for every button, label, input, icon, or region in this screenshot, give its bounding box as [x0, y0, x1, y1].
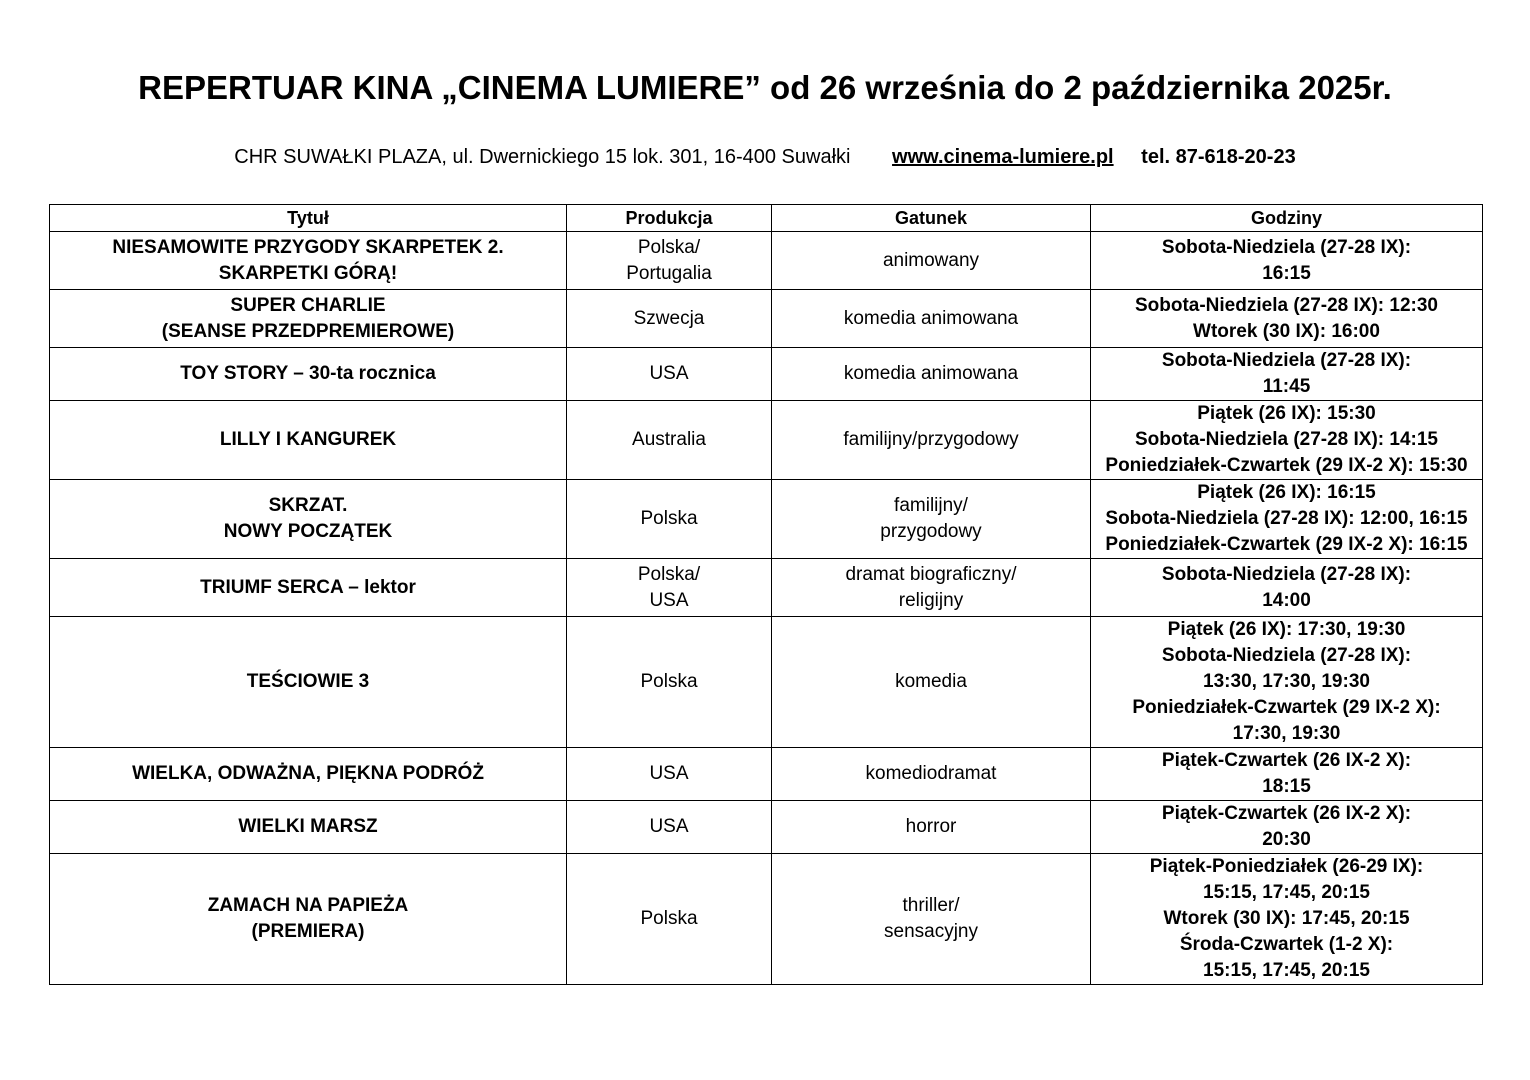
cell-genre-line: komediodramat — [865, 763, 997, 784]
phone-number: tel. 87-618-20-23 — [1141, 146, 1296, 168]
cell-hours-line: Sobota-Niedziela (27-28 IX): — [1161, 645, 1412, 666]
cell-hours — [1091, 748, 1483, 801]
cell-hours-line: Sobota-Niedziela (27-28 IX): 14:15 — [1134, 429, 1439, 450]
cell-title — [50, 854, 567, 985]
cell-genre-line: komedia animowana — [843, 307, 1019, 329]
cell-genre — [772, 401, 1091, 480]
cell-hours-line: Sobota-Niedziela (27-28 IX): — [1161, 350, 1412, 371]
cell-title-line: ZAMACH NA PAPIEŻA — [207, 895, 409, 916]
table-row — [50, 480, 1483, 559]
cell-genre-line: dramat biograficzny/ — [845, 563, 1017, 585]
table-header-row — [50, 205, 1483, 232]
cell-hours-line: 14:00 — [1262, 589, 1311, 611]
cell-title — [50, 617, 567, 748]
cell-hours-line: Piątek (26 IX): 17:30, 19:30 — [1167, 619, 1406, 640]
cell-hours-line: Piątek-Czwartek (26 IX-2 X): — [1161, 803, 1412, 824]
cell-production-line: Polska/ — [637, 236, 701, 258]
cell-title — [50, 232, 567, 290]
cell-hours-line: 13:30, 17:30, 19:30 — [1203, 671, 1370, 692]
cell-production — [567, 559, 772, 617]
cell-production — [567, 232, 772, 290]
cell-genre-line: komedia animowana — [843, 363, 1019, 384]
cell-hours-line: Poniedziałek-Czwartek (29 IX-2 X): — [1132, 697, 1441, 718]
cell-hours-line: 11:45 — [1262, 376, 1311, 397]
cell-production-line: USA — [649, 763, 689, 784]
cell-title — [50, 480, 567, 559]
cell-hours-line: 20:30 — [1262, 829, 1311, 850]
cell-hours-line: Poniedziałek-Czwartek (29 IX-2 X): 15:30 — [1105, 455, 1468, 476]
cell-production-line: Polska — [640, 908, 698, 929]
cell-production-line: Polska — [640, 508, 698, 529]
cell-hours — [1091, 348, 1483, 401]
cell-genre — [772, 232, 1091, 290]
cell-title-line: NOWY POCZĄTEK — [223, 521, 393, 542]
cell-hours — [1091, 801, 1483, 854]
cell-production — [567, 480, 772, 559]
cell-hours-line: Piątek-Czwartek (26 IX-2 X): — [1161, 750, 1412, 771]
cell-title-line: TRIUMF SERCA – lektor — [200, 576, 416, 598]
cell-title-line: TOY STORY – 30-ta rocznica — [180, 363, 436, 384]
cell-hours-line: Sobota-Niedziela (27-28 IX): 12:00, 16:15 — [1105, 508, 1468, 529]
cell-production-line: Szwecja — [633, 307, 705, 329]
cell-title-line: (SEANSE PRZEDPREMIEROWE) — [161, 320, 455, 342]
table-row — [50, 617, 1483, 748]
cell-genre — [772, 748, 1091, 801]
cell-production — [567, 290, 772, 348]
cell-hours-line: 15:15, 17:45, 20:15 — [1203, 882, 1370, 903]
column-header-genre: Gatunek — [772, 205, 1091, 232]
cell-production-line: USA — [649, 363, 689, 384]
cell-title-line: SKARPETKI GÓRĄ! — [218, 262, 398, 284]
cell-genre — [772, 480, 1091, 559]
cell-production — [567, 801, 772, 854]
cell-title-line: NIESAMOWITE PRZYGODY SKARPETEK 2. — [112, 236, 504, 258]
cell-title — [50, 748, 567, 801]
cell-hours-line: 16:15 — [1262, 262, 1311, 284]
cell-hours-line: Sobota-Niedziela (27-28 IX): — [1161, 236, 1412, 258]
cell-hours — [1091, 232, 1483, 290]
cell-genre — [772, 348, 1091, 401]
cinema-info — [0, 143, 1530, 171]
cell-genre-line: religijny — [898, 589, 964, 611]
cell-title — [50, 801, 567, 854]
page-title: REPERTUAR KINA „CINEMA LUMIERE” od 26 września do 2 października 2025r. — [138, 69, 1392, 106]
cell-title — [50, 559, 567, 617]
cell-genre-line: thriller/ — [902, 895, 960, 916]
cell-genre — [772, 617, 1091, 748]
cell-genre-line: przygodowy — [880, 521, 982, 542]
cell-genre — [772, 854, 1091, 985]
table-row — [50, 748, 1483, 801]
table-row — [50, 801, 1483, 854]
cell-hours — [1091, 290, 1483, 348]
cell-production — [567, 401, 772, 480]
cell-production — [567, 348, 772, 401]
cell-title — [50, 348, 567, 401]
cell-genre — [772, 801, 1091, 854]
table-row — [50, 401, 1483, 480]
schedule-table — [49, 204, 1483, 985]
cell-hours — [1091, 559, 1483, 617]
cell-production-line: Polska — [640, 671, 698, 692]
cell-production — [567, 748, 772, 801]
cell-title — [50, 401, 567, 480]
cell-title-line: WIELKA, ODWAŻNA, PIĘKNA PODRÓŻ — [132, 763, 484, 784]
cell-hours-line: Piątek-Poniedziałek (26-29 IX): — [1149, 856, 1424, 877]
cinema-address: CHR SUWAŁKI PLAZA, ul. Dwernickiego 15 lok. 301, 16-400 Suwałki — [234, 146, 851, 168]
cell-genre-line: sensacyjny — [884, 921, 978, 942]
table-row — [50, 348, 1483, 401]
website-link[interactable]: www.cinema-lumiere.pl — [892, 146, 1114, 168]
cell-hours-line: 17:30, 19:30 — [1232, 723, 1341, 744]
cell-title-line: SKRZAT. — [268, 495, 348, 516]
cell-title — [50, 290, 567, 348]
cell-production — [567, 854, 772, 985]
cell-title-line: (PREMIERA) — [251, 921, 365, 942]
cell-hours-line: Środa-Czwartek (1-2 X): — [1179, 934, 1394, 955]
cell-hours-line: 15:15, 17:45, 20:15 — [1203, 960, 1370, 981]
cell-hours-line: Piątek (26 IX): 16:15 — [1197, 482, 1376, 503]
cell-hours — [1091, 480, 1483, 559]
cell-hours — [1091, 854, 1483, 985]
column-header-production: Produkcja — [567, 205, 772, 232]
cell-production-line: USA — [649, 816, 689, 837]
cell-hours-line: Wtorek (30 IX): 17:45, 20:15 — [1163, 908, 1410, 929]
column-header-title: Tytuł — [50, 205, 567, 232]
cell-hours — [1091, 401, 1483, 480]
cell-genre-line: familijny/przygodowy — [843, 429, 1019, 450]
column-header-hours: Godziny — [1091, 205, 1483, 232]
cell-production-line: Australia — [632, 429, 706, 450]
cell-hours-line: Sobota-Niedziela (27-28 IX): — [1161, 563, 1412, 585]
cell-genre — [772, 290, 1091, 348]
cell-hours-line: Poniedziałek-Czwartek (29 IX-2 X): 16:15 — [1105, 534, 1468, 555]
cell-hours-line: Sobota-Niedziela (27-28 IX): 12:30 — [1134, 294, 1439, 316]
cell-genre-line: komedia — [895, 671, 967, 692]
cell-genre-line: horror — [905, 816, 957, 837]
cell-hours-line: 18:15 — [1262, 776, 1311, 797]
cell-hours-line: Piątek (26 IX): 15:30 — [1197, 403, 1376, 424]
cell-production-line: Polska/ — [637, 563, 701, 585]
cell-genre-line: familijny/ — [894, 495, 968, 516]
cell-hours — [1091, 617, 1483, 748]
cell-hours-line: Wtorek (30 IX): 16:00 — [1193, 320, 1380, 342]
cell-production-line: Portugalia — [626, 262, 712, 284]
cell-genre-line: animowany — [882, 249, 980, 271]
table-row — [50, 559, 1483, 617]
table-row — [50, 854, 1483, 985]
table-row — [50, 232, 1483, 290]
cell-title-line: SUPER CHARLIE — [230, 294, 386, 316]
cell-title-line: TEŚCIOWIE 3 — [246, 671, 370, 692]
cell-title-line: LILLY I KANGUREK — [219, 429, 397, 450]
table-row — [50, 290, 1483, 348]
cell-production-line: USA — [649, 589, 689, 611]
cell-production — [567, 617, 772, 748]
cell-genre — [772, 559, 1091, 617]
cell-title-line: WIELKI MARSZ — [238, 816, 378, 837]
